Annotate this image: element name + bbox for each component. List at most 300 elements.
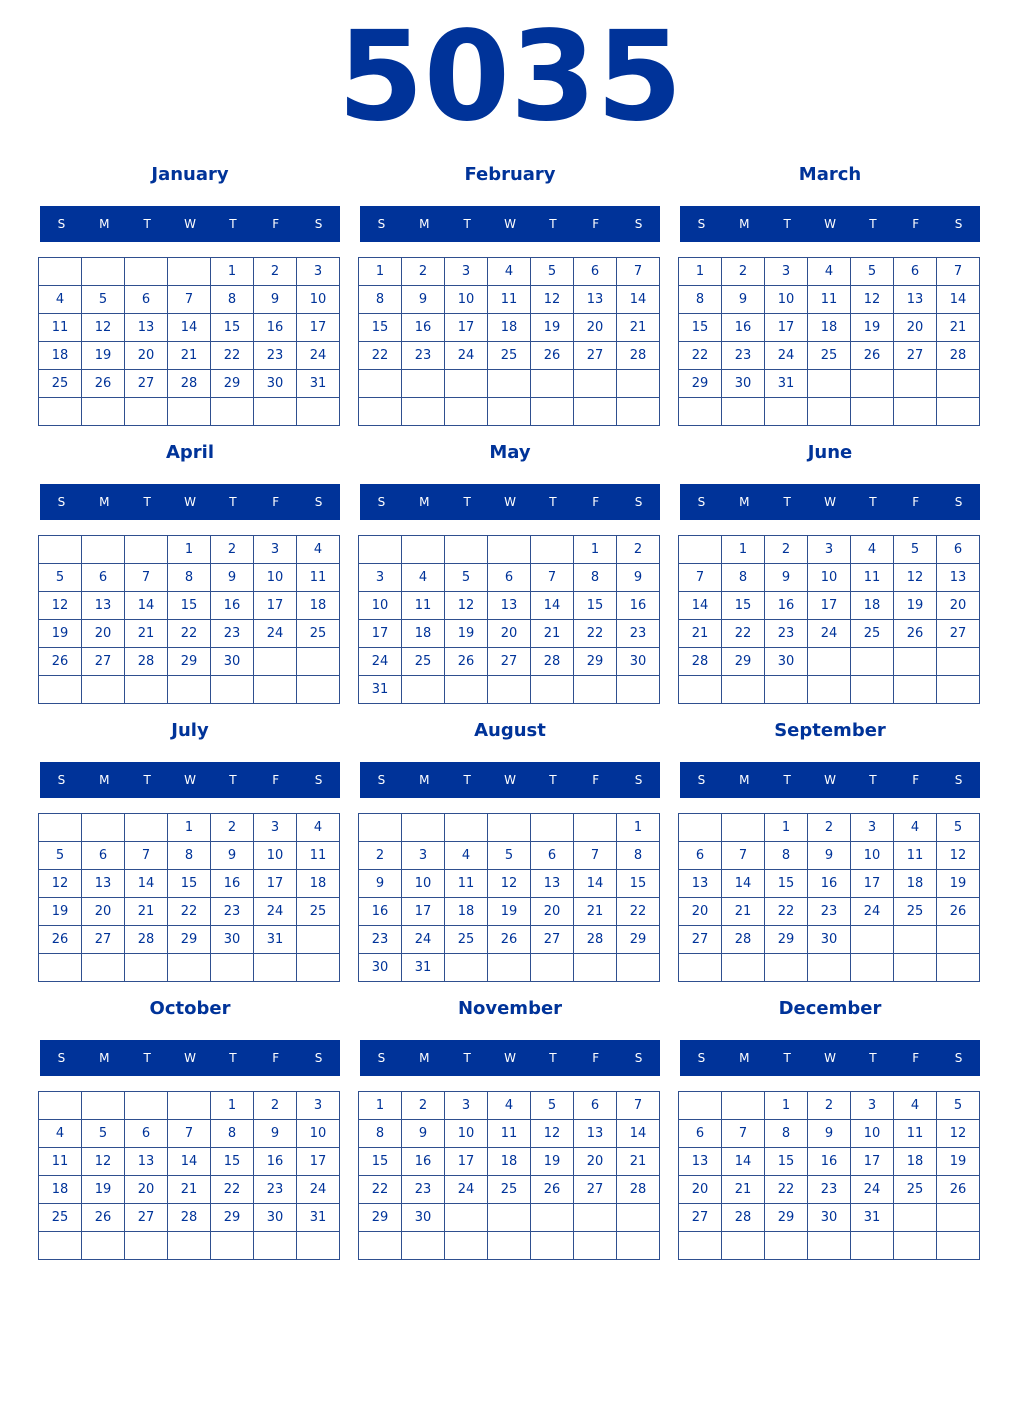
day-cell: 21 bbox=[124, 619, 168, 648]
empty-day-cell bbox=[253, 953, 297, 982]
day-cell: 29 bbox=[678, 369, 722, 398]
weekday-label: T bbox=[143, 495, 151, 509]
weekday-label: T bbox=[549, 1051, 557, 1065]
day-cell: 13 bbox=[124, 1147, 168, 1176]
day-cell: 13 bbox=[936, 563, 980, 592]
day-cell: 22 bbox=[167, 897, 211, 926]
weekday-label: S bbox=[954, 1051, 963, 1065]
empty-day-cell bbox=[124, 813, 168, 842]
day-cell: 22 bbox=[764, 897, 808, 926]
day-cell: 9 bbox=[616, 563, 660, 592]
weekday-label: T bbox=[869, 773, 877, 787]
empty-day-cell bbox=[530, 1203, 574, 1232]
month-july bbox=[40, 716, 340, 986]
weekday-label: S bbox=[314, 217, 323, 231]
day-cell: 7 bbox=[721, 1119, 765, 1148]
month-title: November bbox=[457, 998, 563, 1019]
day-cell: 6 bbox=[81, 563, 125, 592]
day-cell: 13 bbox=[573, 1119, 617, 1148]
empty-day-cell bbox=[721, 953, 765, 982]
day-cell: 14 bbox=[721, 1147, 765, 1176]
day-cell: 7 bbox=[616, 257, 660, 286]
weekday-label: T bbox=[549, 217, 557, 231]
day-cell: 16 bbox=[401, 313, 445, 342]
empty-day-cell bbox=[444, 813, 488, 842]
day-cell: 7 bbox=[573, 841, 617, 870]
day-cell: 10 bbox=[807, 563, 851, 592]
day-cell: 2 bbox=[210, 813, 254, 842]
empty-day-cell bbox=[573, 1231, 617, 1260]
weekday-label: M bbox=[99, 217, 110, 231]
empty-day-cell bbox=[401, 535, 445, 564]
day-cell: 10 bbox=[253, 563, 297, 592]
day-cell: 17 bbox=[444, 1147, 488, 1176]
day-cell: 30 bbox=[358, 953, 402, 982]
day-cell: 16 bbox=[616, 591, 660, 620]
day-cell: 11 bbox=[850, 563, 894, 592]
weekday-label: T bbox=[143, 1051, 151, 1065]
day-cell: 30 bbox=[616, 647, 660, 676]
day-cell: 11 bbox=[296, 841, 340, 870]
day-cell: 29 bbox=[167, 647, 211, 676]
empty-day-cell bbox=[167, 675, 211, 704]
empty-day-cell bbox=[444, 397, 488, 426]
day-cell: 28 bbox=[530, 647, 574, 676]
empty-day-cell bbox=[530, 675, 574, 704]
day-cell: 3 bbox=[807, 535, 851, 564]
day-cell: 23 bbox=[253, 1175, 297, 1204]
weekday-label: M bbox=[99, 773, 110, 787]
weekday-label: S bbox=[954, 773, 963, 787]
weekday-label: S bbox=[634, 217, 643, 231]
day-cell: 23 bbox=[616, 619, 660, 648]
empty-day-cell bbox=[530, 369, 574, 398]
day-cell: 23 bbox=[210, 619, 254, 648]
day-cell: 3 bbox=[401, 841, 445, 870]
day-cell: 29 bbox=[764, 1203, 808, 1232]
day-grid bbox=[679, 1091, 980, 1259]
day-cell: 29 bbox=[764, 925, 808, 954]
empty-day-cell bbox=[530, 397, 574, 426]
day-cell: 14 bbox=[124, 591, 168, 620]
day-cell: 28 bbox=[616, 1175, 660, 1204]
weekday-label: F bbox=[272, 495, 280, 509]
empty-day-cell bbox=[721, 397, 765, 426]
day-cell: 20 bbox=[124, 1175, 168, 1204]
day-cell: 11 bbox=[893, 1119, 937, 1148]
day-cell: 3 bbox=[444, 257, 488, 286]
empty-day-cell bbox=[616, 675, 660, 704]
day-grid bbox=[39, 1091, 340, 1259]
weekday-label: F bbox=[912, 495, 920, 509]
day-cell: 18 bbox=[38, 341, 82, 370]
weekday-label: F bbox=[592, 495, 600, 509]
empty-day-cell bbox=[296, 925, 340, 954]
day-cell: 29 bbox=[210, 369, 254, 398]
day-cell: 24 bbox=[358, 647, 402, 676]
day-cell: 17 bbox=[444, 313, 488, 342]
empty-day-cell bbox=[167, 257, 211, 286]
day-cell: 13 bbox=[678, 869, 722, 898]
day-cell: 4 bbox=[401, 563, 445, 592]
day-cell: 15 bbox=[573, 591, 617, 620]
day-cell: 10 bbox=[850, 1119, 894, 1148]
empty-day-cell bbox=[210, 953, 254, 982]
empty-day-cell bbox=[850, 925, 894, 954]
weekday-header bbox=[360, 206, 660, 242]
empty-day-cell bbox=[401, 675, 445, 704]
month-september bbox=[680, 716, 980, 986]
day-cell: 14 bbox=[530, 591, 574, 620]
day-cell: 26 bbox=[38, 925, 82, 954]
empty-day-cell bbox=[444, 953, 488, 982]
day-cell: 11 bbox=[38, 313, 82, 342]
day-cell: 20 bbox=[487, 619, 531, 648]
day-cell: 30 bbox=[210, 647, 254, 676]
day-cell: 22 bbox=[678, 341, 722, 370]
empty-day-cell bbox=[936, 369, 980, 398]
day-cell: 20 bbox=[893, 313, 937, 342]
empty-day-cell bbox=[936, 1203, 980, 1232]
empty-day-cell bbox=[358, 813, 402, 842]
day-cell: 14 bbox=[124, 869, 168, 898]
empty-day-cell bbox=[38, 675, 82, 704]
day-cell: 8 bbox=[764, 1119, 808, 1148]
day-cell: 27 bbox=[678, 1203, 722, 1232]
day-cell: 20 bbox=[573, 1147, 617, 1176]
day-cell: 9 bbox=[807, 1119, 851, 1148]
empty-day-cell bbox=[167, 1231, 211, 1260]
month-title: July bbox=[171, 720, 209, 741]
day-cell: 12 bbox=[487, 869, 531, 898]
day-cell: 14 bbox=[167, 1147, 211, 1176]
day-cell: 23 bbox=[401, 341, 445, 370]
day-cell: 29 bbox=[167, 925, 211, 954]
day-cell: 27 bbox=[124, 369, 168, 398]
empty-day-cell bbox=[487, 369, 531, 398]
day-cell: 24 bbox=[807, 619, 851, 648]
day-cell: 9 bbox=[210, 841, 254, 870]
empty-day-cell bbox=[893, 647, 937, 676]
empty-day-cell bbox=[573, 1203, 617, 1232]
day-cell: 1 bbox=[210, 257, 254, 286]
day-grid bbox=[679, 257, 980, 425]
day-cell: 15 bbox=[210, 1147, 254, 1176]
weekday-label: M bbox=[99, 495, 110, 509]
day-cell: 2 bbox=[358, 841, 402, 870]
day-cell: 12 bbox=[444, 591, 488, 620]
day-cell: 18 bbox=[893, 869, 937, 898]
weekday-label: T bbox=[869, 1051, 877, 1065]
day-cell: 15 bbox=[358, 313, 402, 342]
day-cell: 23 bbox=[807, 897, 851, 926]
day-cell: 11 bbox=[487, 1119, 531, 1148]
day-cell: 5 bbox=[444, 563, 488, 592]
day-cell: 13 bbox=[124, 313, 168, 342]
day-cell: 25 bbox=[38, 369, 82, 398]
weekday-label: S bbox=[314, 495, 323, 509]
day-cell: 5 bbox=[936, 1091, 980, 1120]
day-cell: 22 bbox=[210, 341, 254, 370]
day-cell: 5 bbox=[487, 841, 531, 870]
weekday-label: S bbox=[634, 773, 643, 787]
day-cell: 17 bbox=[253, 591, 297, 620]
day-cell: 16 bbox=[210, 869, 254, 898]
weekday-header bbox=[360, 1040, 660, 1076]
empty-day-cell bbox=[850, 397, 894, 426]
day-cell: 6 bbox=[893, 257, 937, 286]
empty-day-cell bbox=[167, 953, 211, 982]
day-cell: 19 bbox=[530, 1147, 574, 1176]
day-cell: 20 bbox=[81, 897, 125, 926]
day-cell: 3 bbox=[850, 813, 894, 842]
day-cell: 17 bbox=[296, 1147, 340, 1176]
month-november bbox=[360, 994, 660, 1264]
day-cell: 25 bbox=[38, 1203, 82, 1232]
empty-day-cell bbox=[358, 535, 402, 564]
day-cell: 25 bbox=[444, 925, 488, 954]
day-cell: 14 bbox=[616, 285, 660, 314]
day-cell: 8 bbox=[358, 285, 402, 314]
month-february bbox=[360, 160, 660, 430]
day-cell: 7 bbox=[124, 841, 168, 870]
day-cell: 8 bbox=[678, 285, 722, 314]
empty-day-cell bbox=[807, 1231, 851, 1260]
day-cell: 10 bbox=[358, 591, 402, 620]
empty-day-cell bbox=[210, 675, 254, 704]
day-cell: 5 bbox=[936, 813, 980, 842]
day-grid bbox=[359, 1091, 660, 1259]
weekday-label: F bbox=[592, 217, 600, 231]
weekday-label: F bbox=[912, 217, 920, 231]
day-cell: 22 bbox=[764, 1175, 808, 1204]
day-cell: 20 bbox=[124, 341, 168, 370]
day-grid bbox=[39, 535, 340, 703]
day-cell: 28 bbox=[124, 925, 168, 954]
weekday-label: S bbox=[377, 495, 386, 509]
weekday-label: S bbox=[954, 495, 963, 509]
day-cell: 1 bbox=[764, 1091, 808, 1120]
day-cell: 27 bbox=[573, 341, 617, 370]
day-cell: 10 bbox=[444, 1119, 488, 1148]
empty-day-cell bbox=[253, 675, 297, 704]
empty-day-cell bbox=[358, 397, 402, 426]
day-cell: 17 bbox=[296, 313, 340, 342]
day-cell: 23 bbox=[253, 341, 297, 370]
weekday-label: S bbox=[57, 773, 66, 787]
day-cell: 22 bbox=[573, 619, 617, 648]
weekday-label: W bbox=[504, 495, 516, 509]
day-cell: 14 bbox=[936, 285, 980, 314]
day-cell: 6 bbox=[573, 1091, 617, 1120]
day-cell: 18 bbox=[487, 1147, 531, 1176]
day-cell: 9 bbox=[721, 285, 765, 314]
empty-day-cell bbox=[487, 1231, 531, 1260]
empty-day-cell bbox=[530, 535, 574, 564]
day-cell: 2 bbox=[401, 257, 445, 286]
weekday-label: T bbox=[549, 495, 557, 509]
empty-day-cell bbox=[38, 1231, 82, 1260]
weekday-header bbox=[680, 1040, 980, 1076]
weekday-label: M bbox=[419, 773, 430, 787]
day-cell: 12 bbox=[893, 563, 937, 592]
empty-day-cell bbox=[530, 813, 574, 842]
day-cell: 4 bbox=[487, 1091, 531, 1120]
day-cell: 15 bbox=[210, 313, 254, 342]
day-cell: 16 bbox=[253, 313, 297, 342]
weekday-label: F bbox=[592, 1051, 600, 1065]
day-cell: 15 bbox=[764, 1147, 808, 1176]
weekday-header bbox=[360, 484, 660, 520]
empty-day-cell bbox=[210, 1231, 254, 1260]
empty-day-cell bbox=[296, 675, 340, 704]
day-cell: 9 bbox=[401, 285, 445, 314]
day-cell: 16 bbox=[764, 591, 808, 620]
day-cell: 21 bbox=[167, 1175, 211, 1204]
day-cell: 19 bbox=[81, 1175, 125, 1204]
empty-day-cell bbox=[893, 953, 937, 982]
weekday-label: S bbox=[314, 773, 323, 787]
day-cell: 20 bbox=[678, 1175, 722, 1204]
weekday-label: S bbox=[697, 773, 706, 787]
day-cell: 4 bbox=[38, 285, 82, 314]
weekday-label: T bbox=[463, 1051, 471, 1065]
year-title: 5035 bbox=[337, 5, 683, 149]
month-october bbox=[40, 994, 340, 1264]
month-january bbox=[40, 160, 340, 430]
empty-day-cell bbox=[81, 1231, 125, 1260]
empty-day-cell bbox=[616, 953, 660, 982]
day-cell: 20 bbox=[936, 591, 980, 620]
day-cell: 6 bbox=[573, 257, 617, 286]
empty-day-cell bbox=[893, 675, 937, 704]
day-cell: 2 bbox=[210, 535, 254, 564]
day-cell: 5 bbox=[81, 285, 125, 314]
weekday-label: S bbox=[697, 495, 706, 509]
empty-day-cell bbox=[893, 397, 937, 426]
day-cell: 26 bbox=[81, 1203, 125, 1232]
day-cell: 26 bbox=[936, 1175, 980, 1204]
day-cell: 4 bbox=[444, 841, 488, 870]
empty-day-cell bbox=[678, 1091, 722, 1120]
day-cell: 30 bbox=[764, 647, 808, 676]
empty-day-cell bbox=[444, 1203, 488, 1232]
day-cell: 22 bbox=[358, 341, 402, 370]
weekday-label: W bbox=[824, 773, 836, 787]
day-cell: 16 bbox=[807, 1147, 851, 1176]
day-cell: 26 bbox=[850, 341, 894, 370]
day-cell: 27 bbox=[678, 925, 722, 954]
day-cell: 23 bbox=[764, 619, 808, 648]
weekday-label: W bbox=[824, 495, 836, 509]
day-cell: 13 bbox=[678, 1147, 722, 1176]
day-cell: 5 bbox=[38, 841, 82, 870]
day-cell: 12 bbox=[81, 1147, 125, 1176]
empty-day-cell bbox=[764, 397, 808, 426]
day-cell: 24 bbox=[401, 925, 445, 954]
day-cell: 5 bbox=[850, 257, 894, 286]
weekday-label: T bbox=[229, 217, 237, 231]
empty-day-cell bbox=[81, 397, 125, 426]
empty-day-cell bbox=[124, 257, 168, 286]
day-cell: 5 bbox=[530, 257, 574, 286]
weekday-label: T bbox=[783, 1051, 791, 1065]
day-cell: 11 bbox=[444, 869, 488, 898]
day-cell: 30 bbox=[210, 925, 254, 954]
day-cell: 2 bbox=[764, 535, 808, 564]
day-cell: 4 bbox=[38, 1119, 82, 1148]
empty-day-cell bbox=[573, 369, 617, 398]
empty-day-cell bbox=[573, 813, 617, 842]
empty-day-cell bbox=[81, 953, 125, 982]
weekday-label: M bbox=[739, 773, 750, 787]
day-cell: 17 bbox=[401, 897, 445, 926]
weekday-label: S bbox=[697, 1051, 706, 1065]
day-cell: 17 bbox=[764, 313, 808, 342]
day-cell: 31 bbox=[401, 953, 445, 982]
day-cell: 2 bbox=[616, 535, 660, 564]
day-cell: 28 bbox=[124, 647, 168, 676]
empty-day-cell bbox=[721, 675, 765, 704]
day-cell: 9 bbox=[807, 841, 851, 870]
day-grid bbox=[39, 257, 340, 425]
empty-day-cell bbox=[530, 953, 574, 982]
day-cell: 19 bbox=[893, 591, 937, 620]
weekday-label: T bbox=[229, 495, 237, 509]
empty-day-cell bbox=[850, 1231, 894, 1260]
empty-day-cell bbox=[573, 953, 617, 982]
empty-day-cell bbox=[764, 953, 808, 982]
weekday-label: S bbox=[57, 1051, 66, 1065]
day-cell: 19 bbox=[38, 619, 82, 648]
empty-day-cell bbox=[721, 1091, 765, 1120]
day-cell: 6 bbox=[124, 1119, 168, 1148]
day-cell: 15 bbox=[358, 1147, 402, 1176]
day-cell: 27 bbox=[936, 619, 980, 648]
empty-day-cell bbox=[38, 1091, 82, 1120]
weekday-label: T bbox=[143, 217, 151, 231]
day-cell: 10 bbox=[444, 285, 488, 314]
empty-day-cell bbox=[296, 953, 340, 982]
day-cell: 2 bbox=[253, 1091, 297, 1120]
empty-day-cell bbox=[358, 1231, 402, 1260]
day-cell: 11 bbox=[38, 1147, 82, 1176]
day-cell: 12 bbox=[936, 1119, 980, 1148]
empty-day-cell bbox=[850, 647, 894, 676]
empty-day-cell bbox=[893, 369, 937, 398]
day-cell: 31 bbox=[764, 369, 808, 398]
day-cell: 23 bbox=[401, 1175, 445, 1204]
day-cell: 29 bbox=[573, 647, 617, 676]
day-cell: 25 bbox=[850, 619, 894, 648]
weekday-label: W bbox=[824, 1051, 836, 1065]
day-cell: 11 bbox=[487, 285, 531, 314]
empty-day-cell bbox=[444, 535, 488, 564]
day-cell: 9 bbox=[764, 563, 808, 592]
empty-day-cell bbox=[253, 1231, 297, 1260]
month-march bbox=[680, 160, 980, 430]
month-title: December bbox=[778, 998, 882, 1019]
empty-day-cell bbox=[807, 647, 851, 676]
day-cell: 12 bbox=[850, 285, 894, 314]
month-june bbox=[680, 438, 980, 708]
day-cell: 7 bbox=[936, 257, 980, 286]
empty-day-cell bbox=[893, 1231, 937, 1260]
weekday-label: S bbox=[57, 495, 66, 509]
empty-day-cell bbox=[807, 369, 851, 398]
day-cell: 1 bbox=[358, 1091, 402, 1120]
day-cell: 14 bbox=[616, 1119, 660, 1148]
